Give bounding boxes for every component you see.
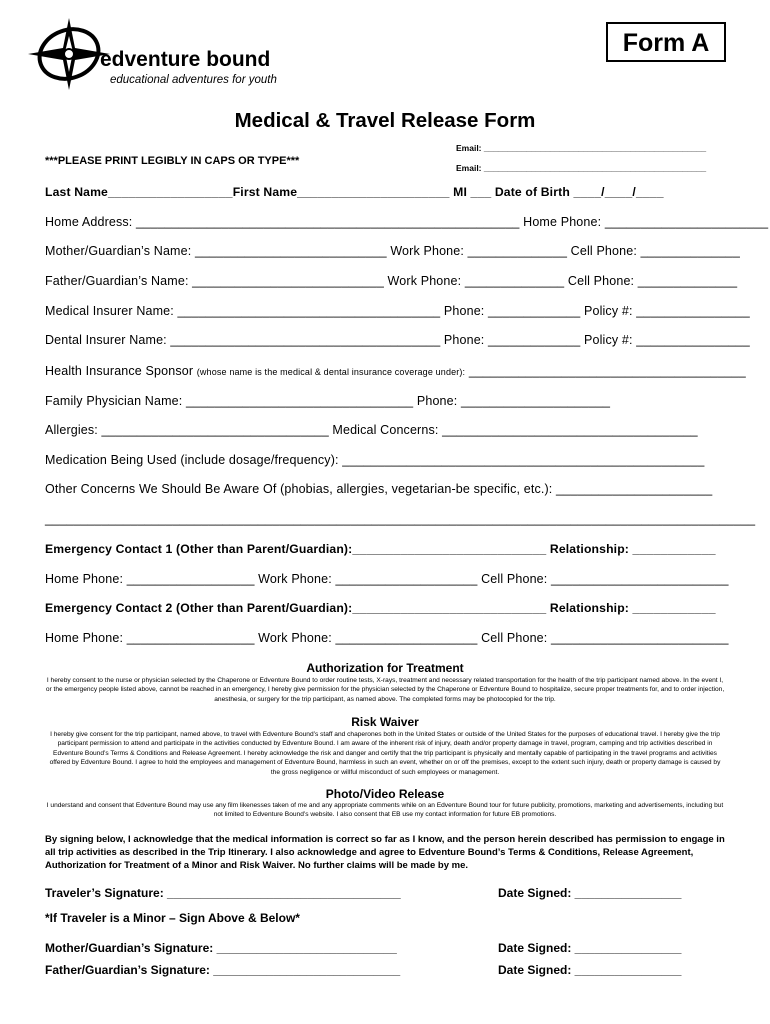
- authorization-heading: Authorization for Treatment: [306, 661, 464, 675]
- brand-tagline: educational adventures for youth: [110, 74, 277, 86]
- email-field-2[interactable]: Email: _______________________________________________: [456, 163, 707, 173]
- mother-signature-field[interactable]: Mother/Guardian’s Signature: ___________________________: [45, 941, 397, 955]
- mother-guardian-field[interactable]: Mother/Guardian’s Name: ___________________________ Work Phone: ______________ Cell Phone: ______________: [45, 244, 741, 258]
- photo-release-text: I understand and consent that Edventure Bound may use any film likenesses taken of me and any appropriate comments while on an Edventure Bound tour for future publicity, promotions, marketing and advertisements, including but not limited to Edventure Bound’s website. I also consent that EB use my contact information for future EB promotions.: [46, 802, 724, 819]
- traveler-signature-field[interactable]: Traveler’s Signature: ___________________________________: [45, 886, 401, 900]
- acknowledgement-text: By signing below, I acknowledge that the medical information is correct so far as I know, and the person herein described has permission to engage in all trip activities as described in the Trip Itinerary. I also acknowledge and agree to Edventure Bound’s Terms & Conditions, Release Agreement, Authorization for Treatment of a Minor and Risk Waiver. No further claims will be made by me.: [45, 834, 725, 871]
- email-field-1[interactable]: Email: _______________________________________________: [456, 143, 707, 153]
- emergency-contact-1-field[interactable]: Emergency Contact 1 (Other than Parent/Guardian):____________________________ Relationship: ____________: [45, 542, 716, 556]
- form-label: Form A: [606, 22, 726, 62]
- family-physician-field[interactable]: Family Physician Name: ________________________________ Phone: _____________________: [45, 394, 611, 408]
- name-dob-field-row[interactable]: Last Name__________________First Name______________________ MI ___ Date of Birth ____/____/____: [45, 185, 664, 199]
- emergency-contact-1-phones[interactable]: Home Phone: __________________ Work Phone: ____________________ Cell Phone: _________________________: [45, 572, 729, 586]
- print-instruction: ***PLEASE PRINT LEGIBLY IN CAPS OR TYPE***: [45, 155, 300, 167]
- authorization-text: I hereby consent to the nurse or physician selected by the Chaperone or Edventure Bound to order routine tests, X-rays, treatment and necessary related transportation for the health of the trip participant named above. In the event I, or the emergency people listed above, cannot be reached in an emergency, I hereby give permission for the physician selected by the Chaperone or Edventure Bound to hospitalize, secure proper treatments for, and to order injection, anesthesia, or surgery for the trip participant, as named above. The completed forms may be photocopied for the trip.: [45, 677, 725, 703]
- brand-name: edventure bound: [100, 48, 271, 71]
- insurance-sponsor-field[interactable]: [45, 364, 746, 378]
- other-concerns-blank-line[interactable]: ____________________________________________________________________________________________________: [45, 512, 756, 526]
- allergies-field[interactable]: Allergies: ________________________________ Medical Concerns: ____________________________________: [45, 423, 698, 437]
- dental-insurer-field[interactable]: Dental Insurer Name: ______________________________________ Phone: _____________ Policy #: ________________: [45, 333, 750, 347]
- traveler-date-field[interactable]: Date Signed: ________________: [498, 886, 682, 900]
- emergency-contact-2-phones[interactable]: Home Phone: __________________ Work Phone: ____________________ Cell Phone: _________________________: [45, 631, 729, 645]
- other-concerns-field[interactable]: Other Concerns We Should Be Aware Of (phobias, allergies, vegetarian-be specific, etc.): ______________________: [45, 482, 713, 496]
- sponsor-blank: _______________________________________: [465, 364, 746, 378]
- page-title: Medical & Travel Release Form: [234, 109, 536, 132]
- home-address-field[interactable]: Home Address: ______________________________________________________ Home Phone: _______________________: [45, 215, 769, 229]
- father-signature-field[interactable]: Father/Guardian’s Signature: ____________________________: [45, 963, 401, 977]
- father-guardian-field[interactable]: Father/Guardian’s Name: ___________________________ Work Phone: ______________ Cell Phone: ______________: [45, 274, 738, 288]
- mother-date-field[interactable]: Date Signed: ________________: [498, 941, 682, 955]
- minor-instruction: *If Traveler is a Minor – Sign Above & Below*: [45, 911, 300, 925]
- medical-insurer-field[interactable]: Medical Insurer Name: _____________________________________ Phone: _____________ Policy #: ________________: [45, 304, 750, 318]
- emergency-contact-2-field[interactable]: Emergency Contact 2 (Other than Parent/Guardian):____________________________ Relationship: ____________: [45, 601, 716, 615]
- father-date-field[interactable]: Date Signed: ________________: [498, 963, 682, 977]
- sponsor-label: Health Insurance Sponsor: [45, 364, 194, 378]
- photo-release-heading: Photo/Video Release: [325, 787, 445, 801]
- medication-field[interactable]: Medication Being Used (include dosage/frequency): ___________________________________________________: [45, 453, 705, 467]
- sponsor-note: (whose name is the medical & dental insurance coverage under):: [196, 367, 466, 377]
- risk-waiver-heading: Risk Waiver: [351, 715, 419, 729]
- risk-waiver-text: I hereby give consent for the trip participant, named above, to travel with Edventure Bound’s staff and chaperones both in the United States or outside of the United States for the purposes of educational travel. I hereby give the trip participant permission to attend and participate in the activities conducted by Edventure Bound. I am aware of the inherent risk of injury, death and/or property damage in travel, program, camping and trip activities described in Edventure Bound’s Terms & Conditions and Release Agreement. I hereby acknowledge the risk and danger and certify that the trip participant is physically and mentally capable of participating in the travel programs and activities offered by Edventure Bound. I agree to hold the employees and management of Edventure Bound, harmless in such an event, whether on or off the premises, except to the extent such injury, death or property damage is caused by the gross negligence or willful misconduct of such employees or management.: [49, 731, 721, 776]
